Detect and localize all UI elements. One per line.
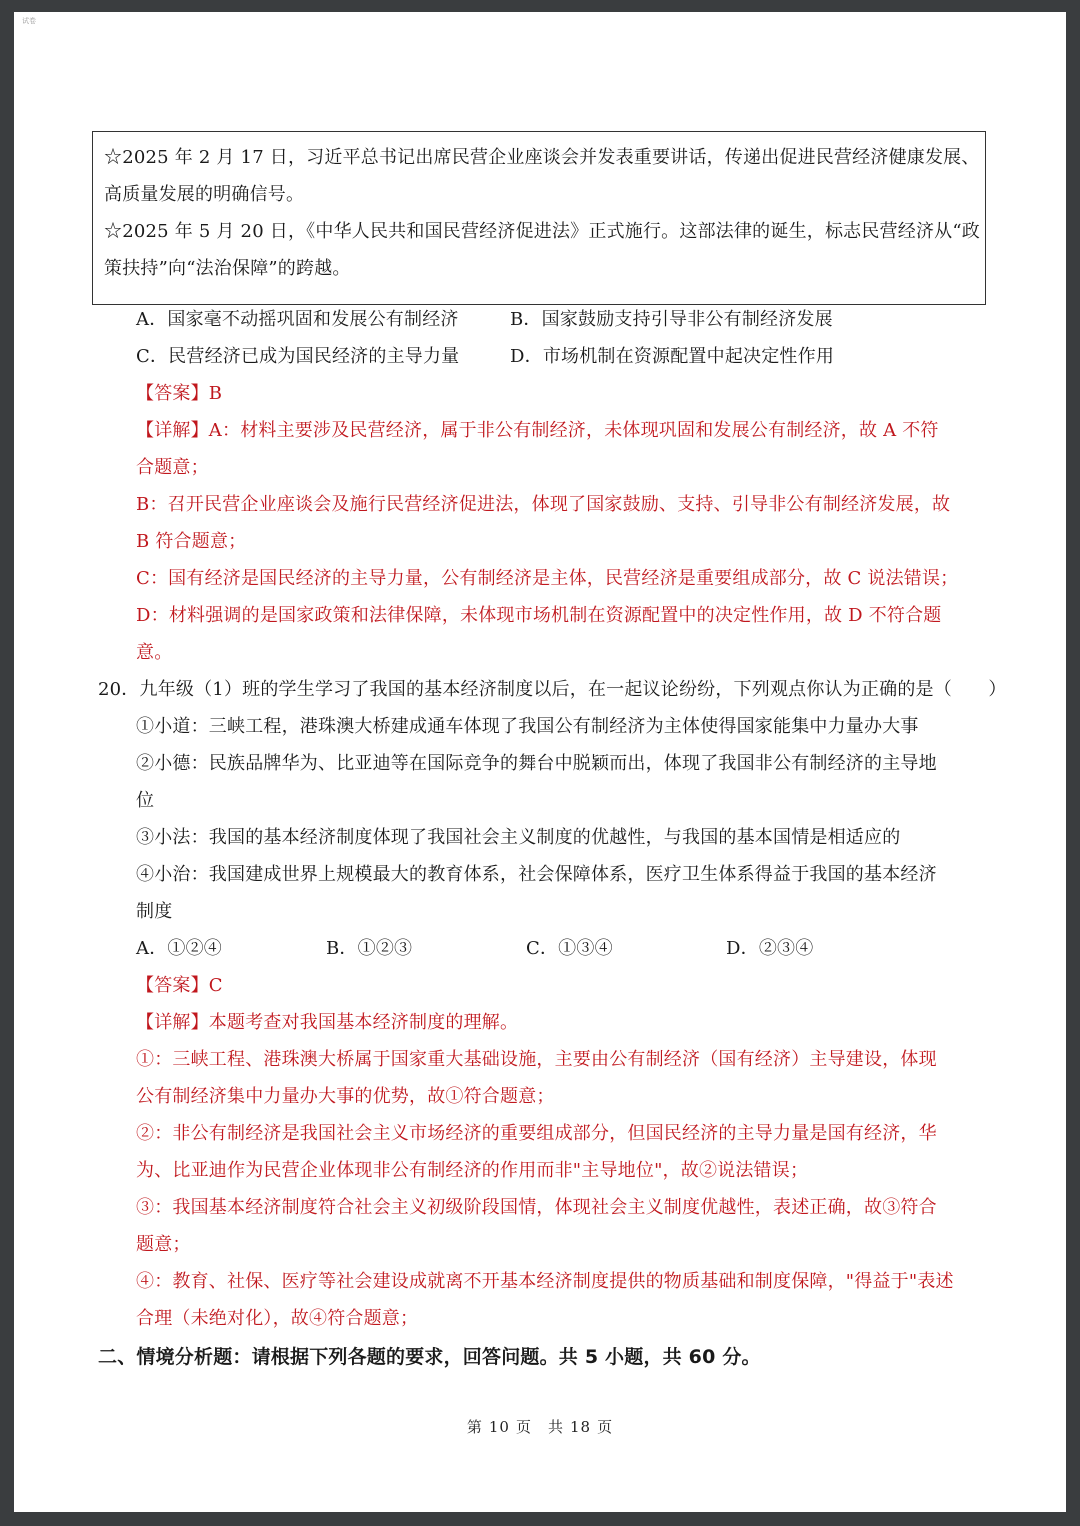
material-line: 策扶持”向“法治保障”的跨越。 (104, 258, 351, 279)
q20-stem: 20．九年级（1）班的学生学习了我国的基本经济制度以后，在一起议论纷纷，下列观点你认为正确的是（ ） (98, 679, 1007, 700)
q20-item: ④小治：我国建成世界上规模最大的教育体系，社会保障体系，医疗卫生体系得益于我国的基本经济 (136, 864, 937, 885)
q20-option-c: C．①③④ (526, 938, 613, 959)
material-line: ☆2025 年 5 月 20 日，《中华人民共和国民营经济促进法》正式施行。这部法律的诞生，标志民营经济从“政 (104, 221, 980, 242)
q19-option-c: C．民营经济已成为国民经济的主导力量 (136, 346, 460, 367)
footer-suffix: 页 (597, 1418, 614, 1436)
q19-detail-line: 意。 (136, 642, 173, 663)
q20-item: 位 (136, 790, 155, 811)
q20-detail-line: ③：我国基本经济制度符合社会主义初级阶段国情，体现社会主义制度优越性，表述正确，故③符合 (136, 1197, 937, 1218)
footer-middle: 页 共 (515, 1418, 564, 1436)
page-number: 10 (488, 1418, 510, 1436)
q20-item: ①小道：三峡工程，港珠澳大桥建成通车体现了我国公有制经济为主体使得国家能集中力量办大事 (136, 716, 919, 737)
q19-option-a: A．国家毫不动摇巩固和发展公有制经济 (136, 309, 459, 330)
material-line: ☆2025 年 2 月 17 日，习近平总书记出席民营企业座谈会并发表重要讲话，传递出促进民营经济健康发展、 (104, 147, 980, 168)
q20-detail-line: 为、比亚迪作为民营企业体现非公有制经济的作用而非"主导地位"，故②说法错误； (136, 1160, 809, 1181)
document-page (14, 12, 1066, 1512)
q20-answer: 【答案】C (136, 975, 223, 996)
q19-detail-line: 合题意； (136, 457, 209, 478)
footer-prefix: 第 (466, 1418, 483, 1436)
q20-item: ③小法：我国的基本经济制度体现了我国社会主义制度的优越性，与我国的基本国情是相适应的 (136, 827, 901, 848)
q20-detail-line: 合理（未绝对化），故④符合题意； (136, 1308, 419, 1329)
q20-detail-line: 公有制经济集中力量办大事的优势，故①符合题意； (136, 1086, 555, 1107)
q20-detail-line: 【详解】本题考查对我国基本经济制度的理解。 (136, 1012, 519, 1033)
q19-detail-line: D：材料强调的是国家政策和法律保障，未体现市场机制在资源配置中的决定性作用，故 D 不符合题 (136, 605, 942, 626)
q20-option-b: B．①②③ (326, 938, 413, 959)
q19-option-b: B．国家鼓励支持引导非公有制经济发展 (510, 309, 833, 330)
q19-detail-line: 【详解】A：材料主要涉及民营经济，属于非公有制经济，未体现巩固和发展公有制经济，故 A 不符 (136, 420, 939, 441)
q20-detail-line: 题意； (136, 1234, 191, 1255)
q19-answer: 【答案】B (136, 383, 223, 404)
q19-detail-line: B 符合题意； (136, 531, 247, 552)
q19-detail-line: C：国有经济是国民经济的主导力量，公有制经济是主体，民营经济是重要组成部分，故 C 说法错误； (136, 568, 959, 589)
q20-item: 制度 (136, 901, 173, 922)
q20-item: ②小德：民族品牌华为、比亚迪等在国际竞争的舞台中脱颖而出，体现了我国非公有制经济的主导地 (136, 753, 937, 774)
header-mark: 试卷 (22, 17, 36, 25)
q20-detail-line: ②：非公有制经济是我国社会主义市场经济的重要组成部分，但国民经济的主导力量是国有经济，华 (136, 1123, 937, 1144)
section-title: 二、情境分析题：请根据下列各题的要求，回答问题。共 5 小题，共 60 分。 (98, 1346, 761, 1368)
q19-detail-line: B：召开民营企业座谈会及施行民营经济促进法，体现了国家鼓励、支持、引导非公有制经济发展，故 (136, 494, 951, 515)
q20-detail-line: ④：教育、社保、医疗等社会建设成就离不开基本经济制度提供的物质基础和制度保障，"得益于"表述 (136, 1271, 954, 1292)
material-line: 高质量发展的明确信号。 (104, 184, 305, 205)
q20-option-a: A．①②④ (136, 938, 222, 959)
q20-option-d: D．②③④ (726, 938, 814, 959)
q20-detail-line: ①：三峡工程、港珠澳大桥属于国家重大基础设施，主要由公有制经济（国有经济）主导建设，体现 (136, 1049, 937, 1070)
page-total: 18 (570, 1418, 592, 1436)
q19-option-d: D．市场机制在资源配置中起决定性作用 (510, 346, 835, 367)
page-footer (14, 1416, 1066, 1437)
